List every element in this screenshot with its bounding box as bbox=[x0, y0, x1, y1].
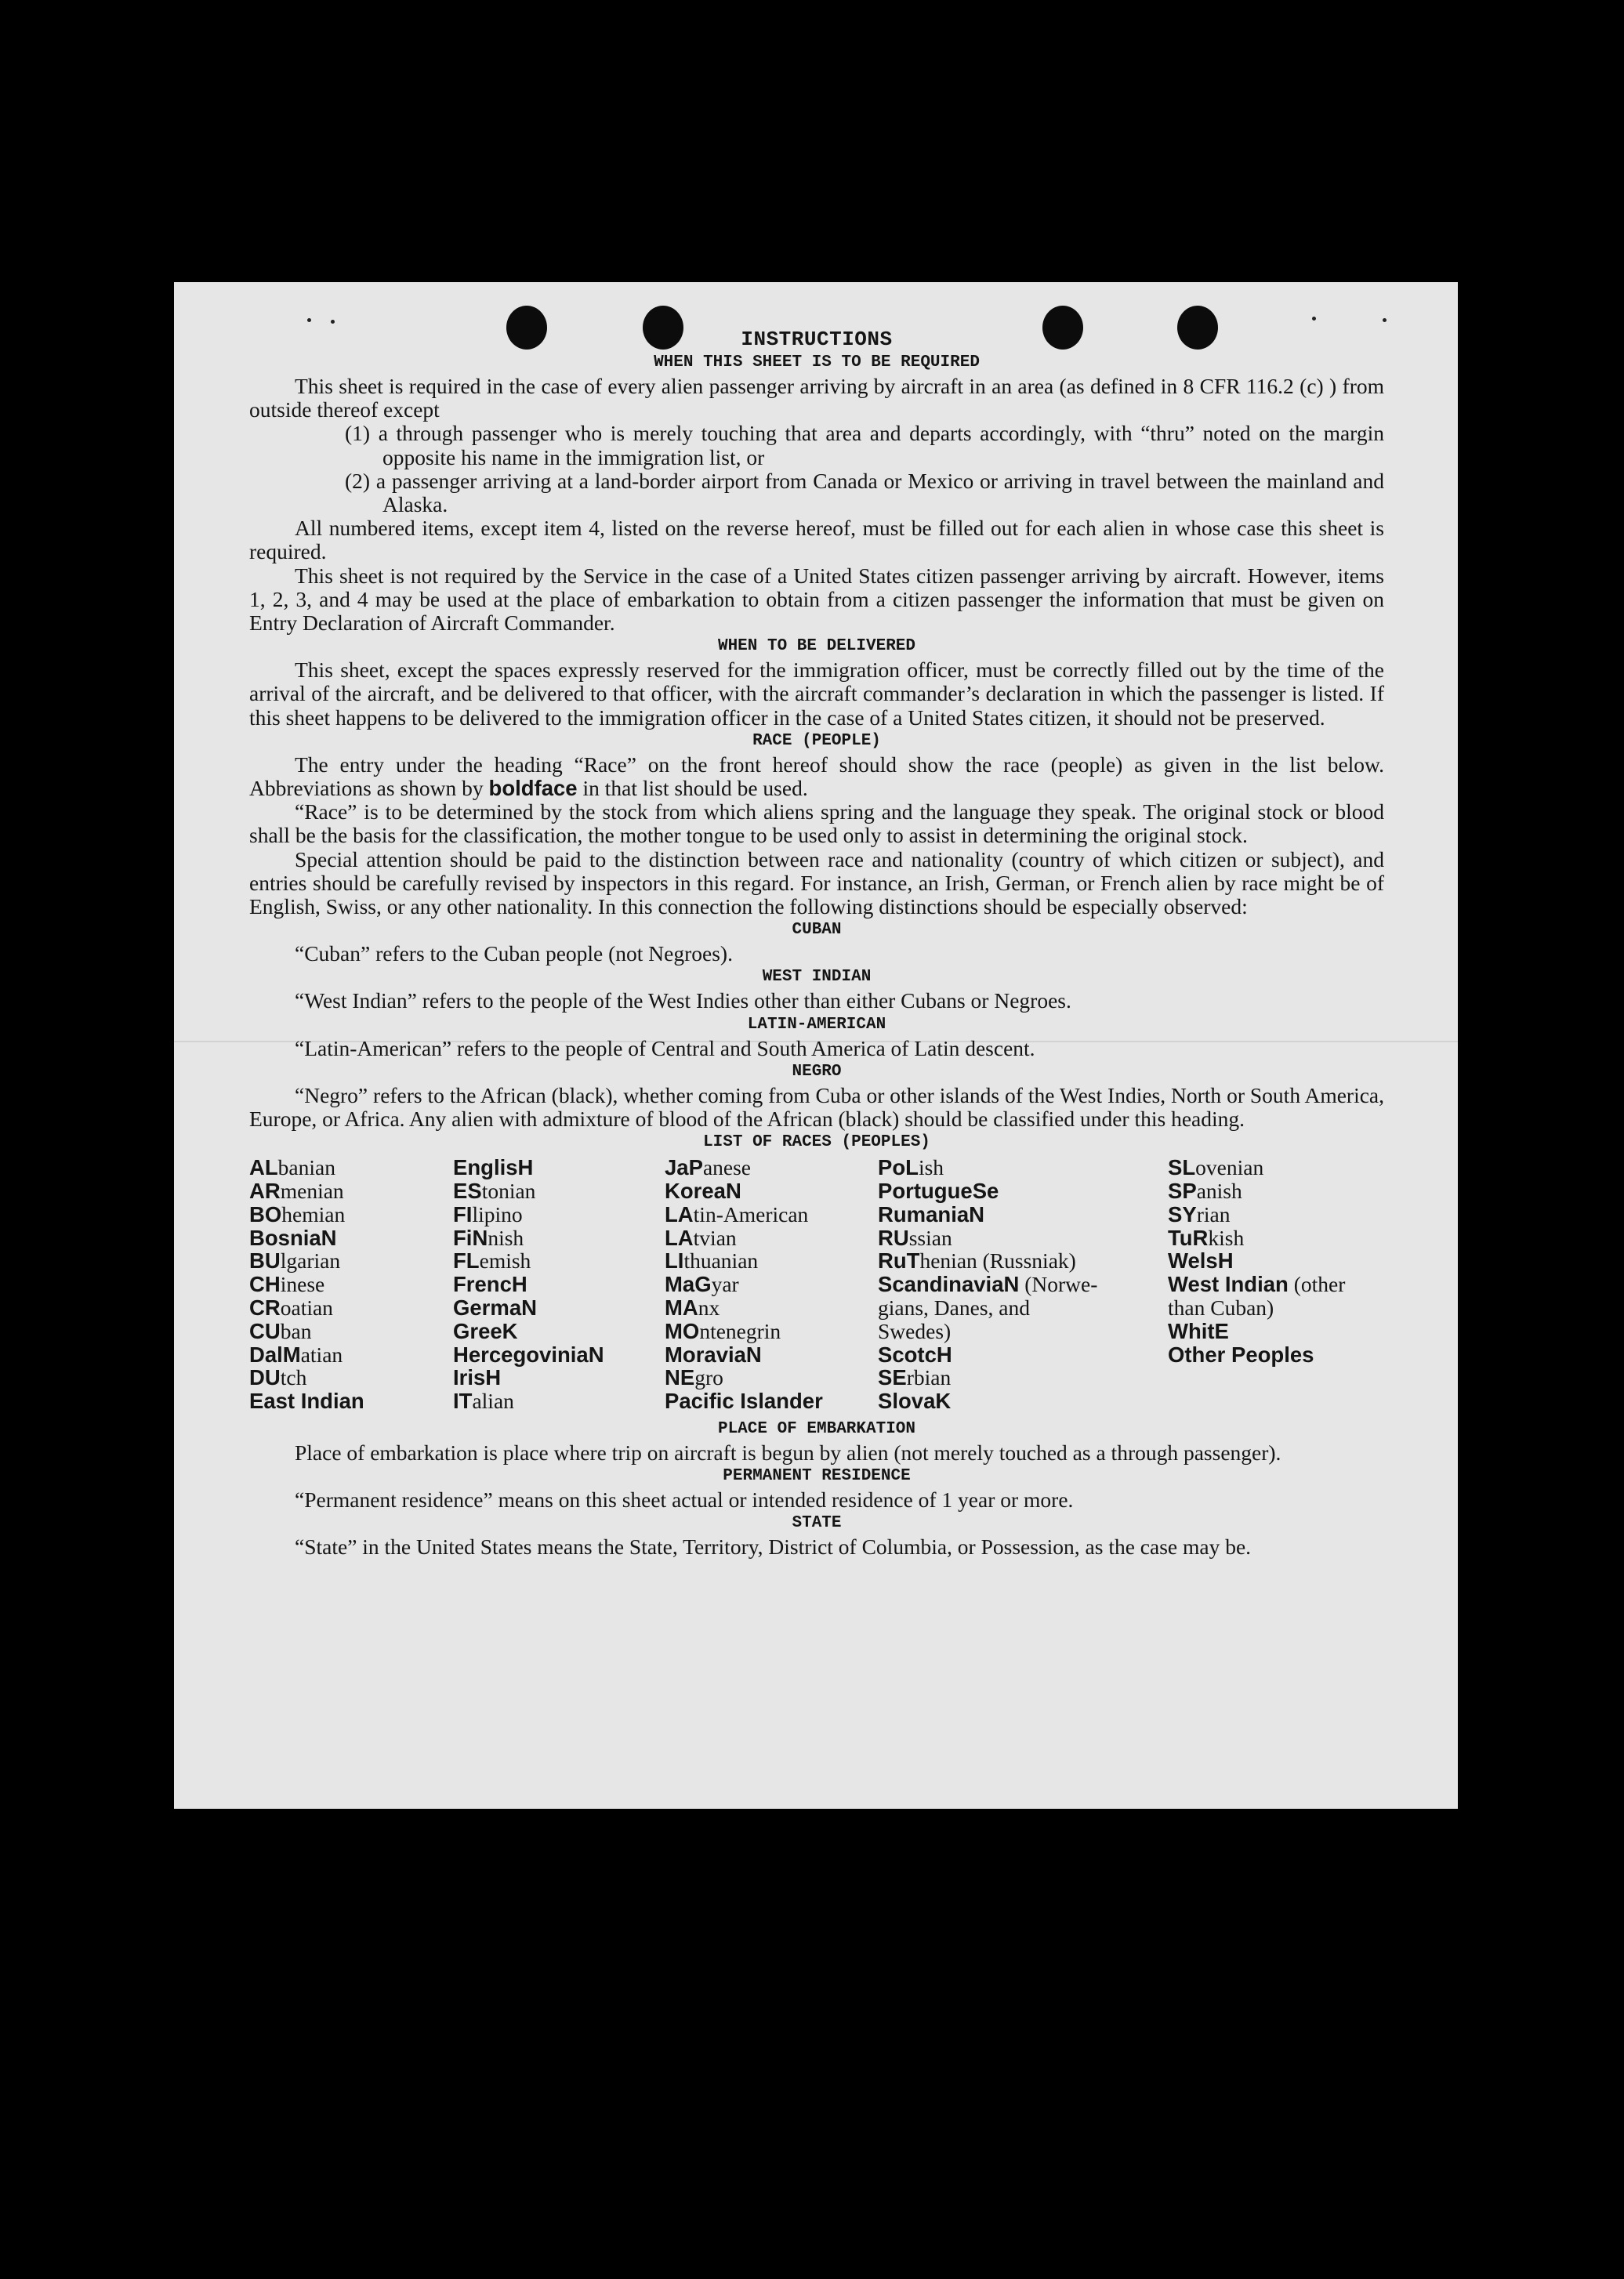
text-run: in that list should be used. bbox=[582, 776, 808, 801]
race-rest: oatian bbox=[280, 1295, 333, 1321]
race-rest: rian bbox=[1196, 1201, 1231, 1226]
race-rest: thuanian bbox=[683, 1248, 759, 1274]
race-abbrev: AR bbox=[249, 1179, 281, 1204]
race-abbrev: GreeK bbox=[453, 1318, 518, 1343]
race-entry bbox=[249, 1296, 453, 1320]
race-abbrev: SE bbox=[878, 1365, 907, 1390]
race-rest: hemian bbox=[281, 1201, 346, 1226]
race-list bbox=[249, 1156, 1384, 1413]
race-entry bbox=[665, 1203, 878, 1226]
race-abbrev: BO bbox=[249, 1201, 282, 1226]
race-entry bbox=[878, 1390, 1168, 1413]
race-entry bbox=[665, 1226, 878, 1250]
race-entry bbox=[453, 1203, 665, 1226]
race-abbrev: BU bbox=[249, 1248, 281, 1274]
race-rest: emish bbox=[479, 1248, 531, 1274]
heading-latin-american: LATIN-AMERICAN bbox=[747, 1015, 886, 1034]
document-title: INSTRUCTIONS bbox=[741, 328, 893, 351]
heading-race: RACE (PEOPLE) bbox=[752, 731, 881, 750]
race-entry bbox=[249, 1156, 453, 1179]
race-abbrev: AL bbox=[249, 1155, 278, 1180]
race-rest: tch bbox=[280, 1365, 307, 1390]
heading-list-of-races: LIST OF RACES (PEOPLES) bbox=[703, 1133, 930, 1152]
race-rest: gro bbox=[694, 1365, 723, 1390]
race-column bbox=[665, 1156, 878, 1413]
race-entry bbox=[249, 1203, 453, 1226]
race-entry bbox=[1168, 1320, 1384, 1343]
race-entry bbox=[453, 1320, 665, 1343]
race-rest: ban bbox=[280, 1318, 312, 1343]
race-entry bbox=[1168, 1249, 1384, 1273]
instructions-text bbox=[249, 328, 1384, 1560]
paragraph: Place of embarkation is place where trip on aircraft is begun by alien (not merely touched as a through passenger). bbox=[295, 1440, 1281, 1466]
race-entry bbox=[249, 1320, 453, 1343]
race-entry bbox=[249, 1366, 453, 1390]
paragraph: “West Indian” refers to the people of the West Indies other than either Cubans or Negroes. bbox=[295, 988, 1071, 1013]
race-abbrev: DU bbox=[249, 1365, 281, 1390]
race-entry bbox=[878, 1273, 1168, 1296]
heading-state: STATE bbox=[792, 1514, 842, 1533]
race-entry bbox=[453, 1296, 665, 1320]
race-abbrev: RuT bbox=[878, 1248, 920, 1274]
heading-when-required: WHEN THIS SHEET IS TO BE REQUIRED bbox=[654, 353, 980, 371]
race-abbrev: NE bbox=[665, 1365, 695, 1390]
race-entry bbox=[665, 1366, 878, 1390]
race-rest: tonian bbox=[481, 1179, 536, 1204]
race-rest: Swedes) bbox=[878, 1318, 952, 1343]
paragraph: “Latin-American” refers to the people of Central and South America of Latin descent. bbox=[295, 1035, 1035, 1060]
race-column bbox=[249, 1156, 453, 1413]
race-abbrev: SY bbox=[1168, 1201, 1197, 1226]
race-entry bbox=[878, 1156, 1168, 1179]
list-item: (1) a through passenger who is merely touching that area and departs accordingly, with “thru” noted on the margin opposite his name in the immigration list, or bbox=[345, 421, 1384, 469]
race-rest: atian bbox=[300, 1342, 343, 1367]
paragraph: All numbered items, except item 4, listed on the reverse hereof, must be filled out for each alien in whose case this sheet is required. bbox=[249, 516, 1384, 564]
race-entry bbox=[249, 1390, 453, 1413]
race-entry bbox=[249, 1249, 453, 1273]
race-abbrev: KoreaN bbox=[665, 1179, 741, 1204]
race-rest: inese bbox=[280, 1272, 325, 1297]
race-abbrev: FI bbox=[453, 1201, 473, 1226]
race-entry bbox=[249, 1273, 453, 1296]
paragraph: “State” in the United States means the State, Territory, District of Columbia, or Possession, as the case may be. bbox=[295, 1534, 1252, 1560]
race-abbrev: SL bbox=[1168, 1155, 1196, 1180]
race-entry bbox=[1168, 1273, 1384, 1296]
heading-embarkation: PLACE OF EMBARKATION bbox=[717, 1420, 916, 1439]
race-rest: tin-American bbox=[693, 1201, 809, 1226]
paragraph: “Negro” refers to the African (black), whether coming from Cuba or other islands of the West Indies, North or South America, Europe, or Africa. Any alien with admixture of blood of the African (black) should be classified under this heading. bbox=[249, 1082, 1384, 1132]
race-abbrev: DalM bbox=[249, 1342, 301, 1367]
speck bbox=[1312, 317, 1316, 321]
race-rest: kish bbox=[1208, 1225, 1245, 1250]
race-rest: lipino bbox=[472, 1201, 523, 1226]
race-abbrev: East Indian bbox=[249, 1389, 364, 1414]
race-abbrev: HercegoviniaN bbox=[453, 1342, 604, 1367]
race-entry bbox=[1168, 1226, 1384, 1250]
race-abbrev: FL bbox=[453, 1248, 480, 1274]
race-abbrev: PoL bbox=[878, 1155, 919, 1180]
race-entry bbox=[665, 1343, 878, 1367]
race-abbrev: LA bbox=[665, 1201, 694, 1226]
race-abbrev: ScotcH bbox=[878, 1342, 952, 1367]
document-sheet bbox=[174, 282, 1458, 1809]
race-abbrev: ScandinaviaN bbox=[878, 1272, 1020, 1297]
race-entry bbox=[878, 1366, 1168, 1390]
paragraph: “Permanent residence” means on this sheet actual or intended residence of 1 year or more. bbox=[295, 1487, 1074, 1513]
race-entry bbox=[249, 1343, 453, 1367]
race-abbrev: FiN bbox=[453, 1225, 488, 1250]
race-rest: nish bbox=[488, 1225, 524, 1250]
race-abbrev: SlovaK bbox=[878, 1389, 952, 1414]
race-rest: gians, Danes, and bbox=[878, 1295, 1030, 1321]
race-entry bbox=[878, 1179, 1168, 1203]
race-rest: alian bbox=[472, 1389, 514, 1414]
paragraph: Special attention should be paid to the distinction between race and nationality (country of which citizen or subject), and entries should be carefully revised by inspectors in this regard. For instance, an Irish, German, or French alien by race might be of English, Swiss, or any other nationality. In this connection the following distinctions should be especially observed: bbox=[249, 846, 1384, 919]
race-entry bbox=[453, 1249, 665, 1273]
race-entry bbox=[665, 1296, 878, 1320]
race-abbrev: BosniaN bbox=[249, 1225, 337, 1250]
race-abbrev: RumaniaN bbox=[878, 1201, 984, 1226]
race-entry bbox=[665, 1273, 878, 1296]
race-abbrev: CR bbox=[249, 1295, 281, 1321]
race-rest: ish bbox=[918, 1155, 944, 1180]
race-abbrev: CU bbox=[249, 1318, 281, 1343]
race-abbrev: LA bbox=[665, 1225, 694, 1250]
race-abbrev: LI bbox=[665, 1248, 684, 1274]
race-entry bbox=[1168, 1203, 1384, 1226]
race-entry bbox=[453, 1226, 665, 1250]
race-rest: ovenian bbox=[1195, 1155, 1264, 1180]
heading-when-delivered: WHEN TO BE DELIVERED bbox=[717, 637, 916, 656]
race-abbrev: EnglisH bbox=[453, 1155, 534, 1180]
race-entry bbox=[453, 1273, 665, 1296]
list-item: (2) a passenger arriving at a land-border airport from Canada or Mexico or arriving in travel between the mainland and Alaska. bbox=[345, 468, 1384, 517]
race-rest: than Cuban) bbox=[1168, 1295, 1274, 1321]
paragraph: “Cuban” refers to the Cuban people (not Negroes). bbox=[295, 941, 733, 966]
race-abbrev: IT bbox=[453, 1389, 473, 1414]
race-column bbox=[1168, 1156, 1384, 1413]
race-column bbox=[453, 1156, 665, 1413]
race-entry bbox=[665, 1249, 878, 1273]
paragraph bbox=[249, 753, 1384, 800]
race-entry bbox=[1168, 1343, 1384, 1367]
race-rest: rbian bbox=[906, 1365, 952, 1390]
race-rest: anish bbox=[1196, 1179, 1242, 1204]
heading-cuban: CUBAN bbox=[792, 921, 842, 940]
race-entry bbox=[453, 1179, 665, 1203]
race-entry bbox=[665, 1390, 878, 1413]
paragraph: “Race” is to be determined by the stock from which aliens spring and the language they speak. The original stock or blood shall be the basis for the classification, the mother tongue to be used only to assist in determining the original stock. bbox=[249, 799, 1384, 848]
race-entry bbox=[878, 1203, 1168, 1226]
race-entry bbox=[878, 1296, 1168, 1320]
boldface-word: boldface bbox=[488, 776, 578, 801]
race-entry bbox=[453, 1390, 665, 1413]
race-abbrev: West Indian bbox=[1168, 1272, 1289, 1297]
race-entry bbox=[665, 1156, 878, 1179]
race-rest: lgarian bbox=[280, 1248, 341, 1274]
race-rest: (Norwe- bbox=[1019, 1272, 1098, 1297]
race-entry bbox=[453, 1366, 665, 1390]
race-abbrev: TuR bbox=[1168, 1225, 1209, 1250]
race-entry bbox=[249, 1179, 453, 1203]
race-abbrev: PortugueSe bbox=[878, 1179, 999, 1204]
race-entry bbox=[878, 1343, 1168, 1367]
race-entry bbox=[1168, 1296, 1384, 1320]
race-abbrev: Other Peoples bbox=[1168, 1342, 1314, 1367]
race-abbrev: MaG bbox=[665, 1272, 712, 1297]
race-entry bbox=[878, 1226, 1168, 1250]
race-entry bbox=[665, 1179, 878, 1203]
speck bbox=[331, 320, 335, 324]
speck bbox=[307, 318, 311, 322]
race-entry bbox=[665, 1320, 878, 1343]
race-entry bbox=[878, 1320, 1168, 1343]
race-abbrev: FrencH bbox=[453, 1272, 527, 1297]
paragraph: This sheet is not required by the Service in the case of a United States citizen passenger arriving by aircraft. However, items 1, 2, 3, and 4 may be used at the place of embarkation to obtain from a citizen passenger the information that must be given on Entry Declaration of Aircraft Commander. bbox=[249, 563, 1384, 636]
heading-negro: NEGRO bbox=[792, 1062, 842, 1081]
race-rest: (other bbox=[1288, 1272, 1346, 1297]
speck bbox=[1383, 318, 1387, 322]
race-abbrev: WelsH bbox=[1168, 1248, 1234, 1274]
race-rest: nx bbox=[698, 1295, 720, 1321]
text-run: The entry under the heading “Race” on the front hereof should show the race (people) as given in the list below. Abbreviations as shown by bbox=[249, 752, 1384, 801]
race-rest: anese bbox=[702, 1155, 752, 1180]
race-entry bbox=[878, 1249, 1168, 1273]
race-abbrev: IrisH bbox=[453, 1365, 502, 1390]
race-abbrev: ES bbox=[453, 1179, 482, 1204]
paragraph: This sheet is required in the case of every alien passenger arriving by aircraft in an area (as defined in 8 CFR 116.2 (c) ) from outside thereof except bbox=[249, 374, 1384, 422]
race-abbrev: MO bbox=[665, 1318, 700, 1343]
race-abbrev: MA bbox=[665, 1295, 698, 1321]
race-rest: banian bbox=[277, 1155, 335, 1180]
race-rest: menian bbox=[280, 1179, 344, 1204]
heading-west-indian: WEST INDIAN bbox=[762, 968, 872, 987]
race-abbrev: WhitE bbox=[1168, 1318, 1229, 1343]
race-rest: tvian bbox=[693, 1225, 737, 1250]
heading-residence: PERMANENT RESIDENCE bbox=[723, 1467, 911, 1486]
race-column bbox=[878, 1156, 1168, 1413]
race-entry bbox=[1168, 1179, 1384, 1203]
race-abbrev: SP bbox=[1168, 1179, 1197, 1204]
paragraph: This sheet, except the spaces expressly reserved for the immigration officer, must be correctly filled out by the time of the arrival of the aircraft, and be delivered to that officer, with the aircraft commander’s declaration in which the passenger is listed. If this sheet happens to be delivered to the immigration officer in the case of a United States citizen, it should not be preserved. bbox=[249, 658, 1384, 730]
race-abbrev: Pacific Islander bbox=[665, 1389, 823, 1414]
race-rest: yar bbox=[711, 1272, 739, 1297]
race-abbrev: JaP bbox=[665, 1155, 703, 1180]
race-abbrev: GermaN bbox=[453, 1295, 537, 1321]
race-rest: ssian bbox=[908, 1225, 952, 1250]
race-rest: henian (Russniak) bbox=[919, 1248, 1076, 1274]
race-entry bbox=[1168, 1156, 1384, 1179]
race-abbrev: RU bbox=[878, 1225, 909, 1250]
race-entry bbox=[453, 1343, 665, 1367]
race-abbrev: CH bbox=[249, 1272, 281, 1297]
race-entry bbox=[453, 1156, 665, 1179]
race-abbrev: MoraviaN bbox=[665, 1342, 762, 1367]
race-entry bbox=[249, 1226, 453, 1250]
race-rest: ntenegrin bbox=[699, 1318, 781, 1343]
